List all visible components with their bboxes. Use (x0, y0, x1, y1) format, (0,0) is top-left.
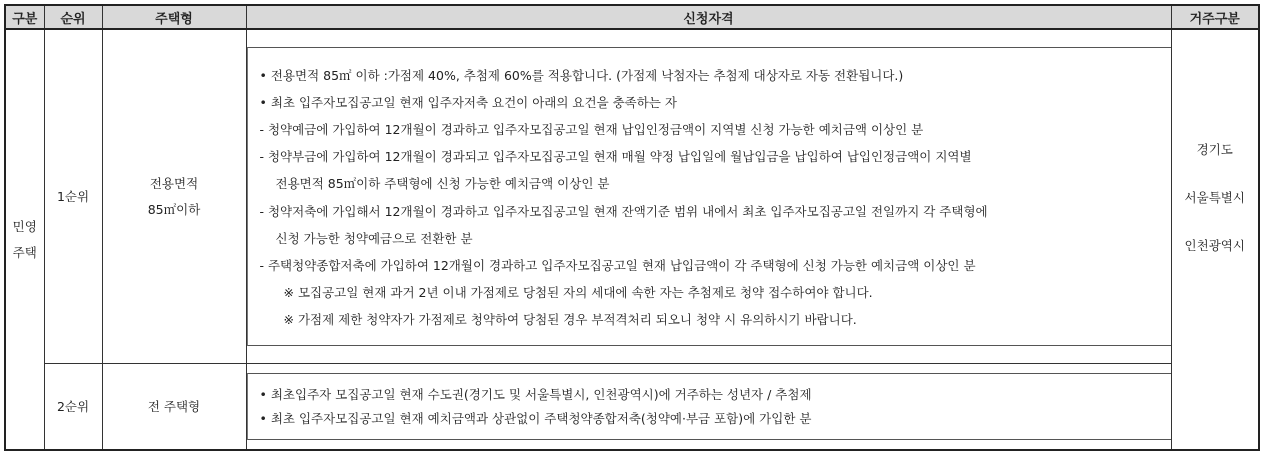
header-category: 구분 (5, 5, 44, 29)
criteria-note: ※ 가점제 제한 청약자가 가점제로 청약하여 당첨된 경우 부적격처리 되오니 청약 시 유의하시기 바랍니다. (283, 312, 857, 328)
criteria-line: - 청약부금에 가입하여 12개월이 경과되고 입주자모집공고일 현재 매월 약정 납입일에 월납입금을 납입하여 납입인정금액이 지역별 (259, 149, 972, 165)
criteria-line: • 최초입주자 모집공고일 현재 수도권(경기도 및 서울특별시, 인천광역시)에 거주하는 성년자 / 추첨제 (259, 387, 812, 403)
category-cell (5, 29, 44, 450)
rank2-housing-type-cell: 전 주택형 (102, 364, 246, 450)
rank1-criteria-box (247, 47, 1171, 347)
rank2-criteria-box (247, 373, 1171, 440)
criteria-line: - 주택청약종합저축에 가입하여 12개월이 경과하고 입주자모집공고일 현재 납입금액이 각 주택형에 신청 가능한 예치금액 이상인 분 (259, 257, 976, 273)
residence-item: 경기도 (1196, 141, 1233, 157)
category-line: 주택 (12, 244, 37, 260)
criteria-line: • 전용면적 85㎡ 이하 :가점제 40%, 추첨제 60%를 적용합니다. (가점제 낙첨자는 추첨제 대상자로 자동 전환됩니다.) (259, 67, 904, 83)
rank1-cell: 1순위 (44, 29, 102, 364)
category-line: 민영 (12, 218, 37, 234)
criteria-note: ※ 모집공고일 현재 과거 2년 이내 가점제로 당첨된 자의 세대에 속한 자는 추첨제로 청약 접수하여야 합니다. (283, 285, 873, 301)
residence-cell (1171, 29, 1259, 450)
residence-item: 서울특별시 (1184, 189, 1245, 205)
criteria-line: 전용면적 85㎡이하 주택형에 신청 가능한 예치금액 이상인 분 (275, 176, 610, 192)
header-housing-type: 주택형 (102, 5, 246, 29)
housing-type-line: 85㎡이하 (147, 201, 201, 217)
criteria-line: - 청약예금에 가입하여 12개월이 경과하고 입주자모집공고일 현재 납입인정금액이 지역별 신청 가능한 예치금액 이상인 분 (259, 121, 924, 137)
criteria-line: • 최초 입주자모집공고일 현재 예치금액과 상관없이 주택청약종합저축(청약예·부금 포함)에 가입한 분 (259, 411, 812, 427)
rank1-qualification-cell (246, 29, 1171, 364)
rank2-cell: 2순위 (44, 364, 102, 450)
header-row (5, 5, 1259, 29)
table-row-rank1 (5, 29, 1259, 364)
header-residence: 거주구분 (1171, 5, 1259, 29)
rank2-qualification-cell (246, 364, 1171, 450)
table-row-rank2 (5, 364, 1259, 450)
header-rank: 순위 (44, 5, 102, 29)
criteria-line: • 최초 입주자모집공고일 현재 입주자저축 요건이 아래의 요건을 충족하는 자 (259, 94, 677, 110)
criteria-line: - 청약저축에 가입해서 12개월이 경과하고 입주자모집공고일 현재 잔액기준 범위 내에서 최초 입주자모집공고일 전일까지 각 주택형에 (259, 203, 988, 219)
criteria-line: 신청 가능한 청약예금으로 전환한 분 (275, 230, 473, 246)
rank1-housing-type-cell (102, 29, 246, 364)
qualification-table (4, 4, 1260, 451)
housing-type-line: 전용면적 (149, 175, 199, 191)
residence-item: 인천광역시 (1184, 237, 1245, 253)
header-qualification: 신청자격 (246, 5, 1171, 29)
